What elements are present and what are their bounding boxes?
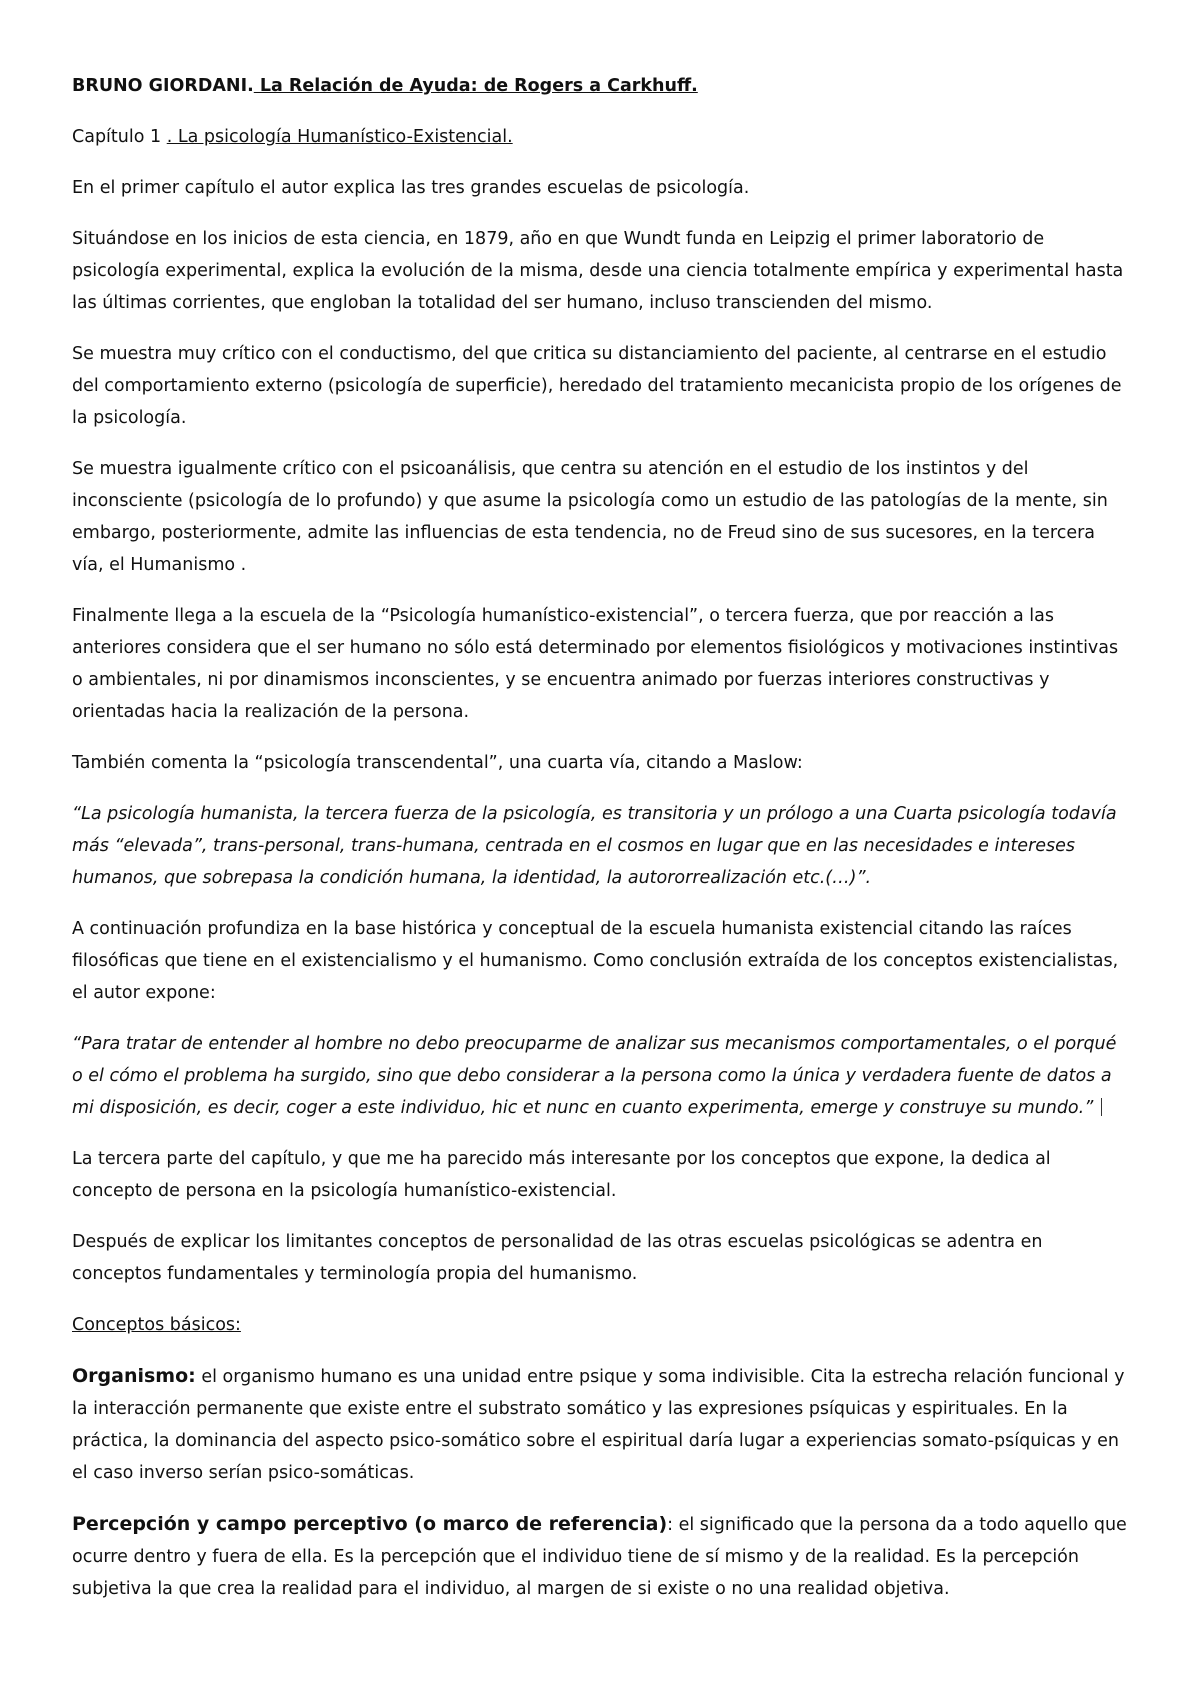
paragraph-humanistica: Finalmente llega a la escuela de la “Psicología humanístico-existencial”, o tercera fuerza, que por reacción a las anteriores considera que el ser humano no sólo está determinado por elementos fisiológicos y motivaciones instintivas o ambientales, ni por dinamismos inconscientes, y se encuentra animado por fuerzas interiores constructivas y orientadas hacia la realización de la persona. — [72, 606, 1119, 722]
paragraph-limitantes: Después de explicar los limitantes conceptos de personalidad de las otras escuelas psicológicas se adentra en conceptos fundamentales y terminología propia del humanismo. — [72, 1232, 1043, 1284]
quote-existencial — [72, 1028, 1130, 1124]
text-cursor — [1101, 1098, 1102, 1116]
paragraph-psicoanalisis: Se muestra igualmente crítico con el psicoanálisis, que centra su atención en el estudio de los instintos y del inconsciente (psicología de lo profundo) y que asume la psicología como un estudio de las patologías de la mente, sin embargo, posteriormente, admite las influencias de esta tendencia, no de Freud sino de sus sucesores, en la tercera vía, el Humanismo . — [72, 459, 1108, 575]
title-author: BRUNO GIORDANI. — [72, 76, 254, 96]
quote-existencial-text: “Para tratar de entender al hombre no debo preocuparme de analizar sus mecanismos comportamentales, o el porqué o el cómo el problema ha surgido, sino que debo considerar a la persona como la única y verdadera fuente de datos a mi disposición, es decir, coger a este individuo, hic et nunc en cuanto experimenta, emerge y construye su mundo.” — [72, 1034, 1117, 1118]
paragraph-persona: La tercera parte del capítulo, y que me ha parecido más interesante por los conceptos que expone, la dedica al concepto de persona en la psicología humanístico-existencial. — [72, 1149, 1051, 1201]
document-title — [72, 70, 1130, 102]
concept-percepcion-term: Percepción y campo perceptivo (o marco de referencia) — [72, 1513, 668, 1535]
basics-heading: Conceptos básicos: — [72, 1315, 241, 1335]
paragraph-conductismo: Se muestra muy crítico con el conductismo, del que critica su distanciamiento del paciente, al centrarse en el estudio del comportamiento externo (psicología de superficie), heredado del tratamiento mecanicista propio de los orígenes de la psicología. — [72, 344, 1122, 428]
concept-organismo-text: el organismo humano es una unidad entre psique y soma indivisible. Cita la estrecha relación funcional y la interacción permanente que existe entre el substrato somático y las expresiones psíquicas y espirituales. En la práctica, la dominancia del aspecto psico-somático sobre el espiritual daría lugar a experiencias somato-psíquicas y en el caso inverso serían psico-somáticas. — [72, 1367, 1125, 1483]
paragraph-transcendental: También comenta la “psicología transcendental”, una cuarta vía, citando a Maslow: — [72, 753, 803, 773]
quote-maslow: “La psicología humanista, la tercera fuerza de la psicología, es transitoria y un prólogo a una Cuarta psicología todavía más “elevada”, trans-personal, trans-humana, centrada en el cosmos en lugar que en las necesidades e intereses humanos, que sobrepasa la condición humana, la identidad, la autororrealización etc.(…)”. — [72, 804, 1117, 888]
paragraph-existencial: A continuación profundiza en la base histórica y conceptual de la escuela humanista existencial citando las raíces filosóficas que tiene en el existencialismo y el humanismo. Como conclusión extraída de los conceptos existencialistas, el autor expone: — [72, 919, 1119, 1003]
chapter-name: . La psicología Humanístico-Existencial. — [166, 127, 513, 147]
concept-percepcion — [72, 1508, 1130, 1605]
concept-organismo-term: Organismo: — [72, 1365, 196, 1387]
chapter-prefix: Capítulo 1 — [72, 127, 162, 147]
paragraph-intro: En el primer capítulo el autor explica las tres grandes escuelas de psicología. — [72, 178, 750, 198]
concept-percepcion-text: : el significado que la persona da a todo aquello que ocurre dentro y fuera de ella. Es la percepción que el individuo tiene de sí mismo y de la realidad. Es la percepción subjetiva la que crea la realidad para el individuo, al margen de si existe o no una realidad objetiva. — [72, 1515, 1127, 1599]
concept-organismo — [72, 1360, 1130, 1489]
paragraph-wundt: Situándose en los inicios de esta ciencia, en 1879, año en que Wundt funda en Leipzig el primer laboratorio de psicología experimental, explica la evolución de la misma, desde una ciencia totalmente empírica y experimental hasta las últimas corrientes, que engloban la totalidad del ser humano, incluso transcienden del mismo. — [72, 229, 1124, 313]
chapter-heading — [72, 121, 1130, 153]
title-book: La Relación de Ayuda: de Rogers a Carkhuff. — [253, 76, 698, 96]
